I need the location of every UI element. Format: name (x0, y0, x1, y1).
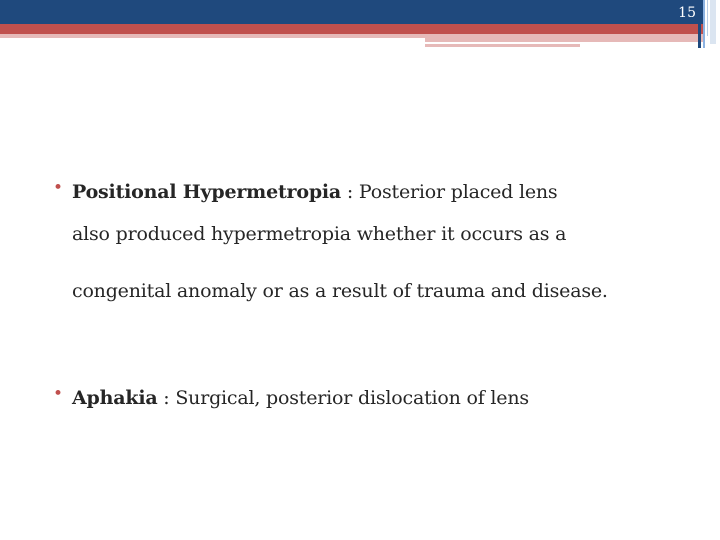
corner-stripe (698, 0, 701, 48)
bullet-line: congenital anomaly or as a result of trauma and disease. (72, 280, 608, 302)
bullet-text: Posterior placed lens (358, 181, 558, 203)
bullet-item-positional-hypermetropia (52, 178, 692, 320)
bullet-term: Aphakia (72, 387, 158, 409)
slide-number: 15 (678, 5, 696, 21)
slide-body (52, 178, 692, 412)
corner-stripe (710, 0, 716, 44)
bullet-spacer (52, 320, 692, 384)
bullet-line (72, 178, 692, 206)
header-red-band (0, 24, 705, 34)
term-separator: : (341, 181, 359, 203)
corner-stripe (707, 0, 708, 36)
corner-stripe (703, 0, 705, 48)
bullet-line (72, 384, 692, 412)
term-separator: : (157, 387, 176, 409)
bullet-text: Surgical, posterior dislocation of lens (175, 387, 529, 409)
bullet-term: Positional Hypermetropia (72, 181, 342, 203)
corner-stripes (698, 0, 720, 48)
header-accent-line-short (425, 44, 580, 47)
header-blue-band (0, 0, 705, 24)
bullet-line: also produced hypermetropia whether it occurs as a (72, 223, 567, 245)
bullet-icon: • (53, 384, 63, 404)
bullet-item-aphakia (52, 384, 692, 412)
bullet-icon: • (53, 178, 63, 198)
header-accent-line (425, 38, 705, 42)
